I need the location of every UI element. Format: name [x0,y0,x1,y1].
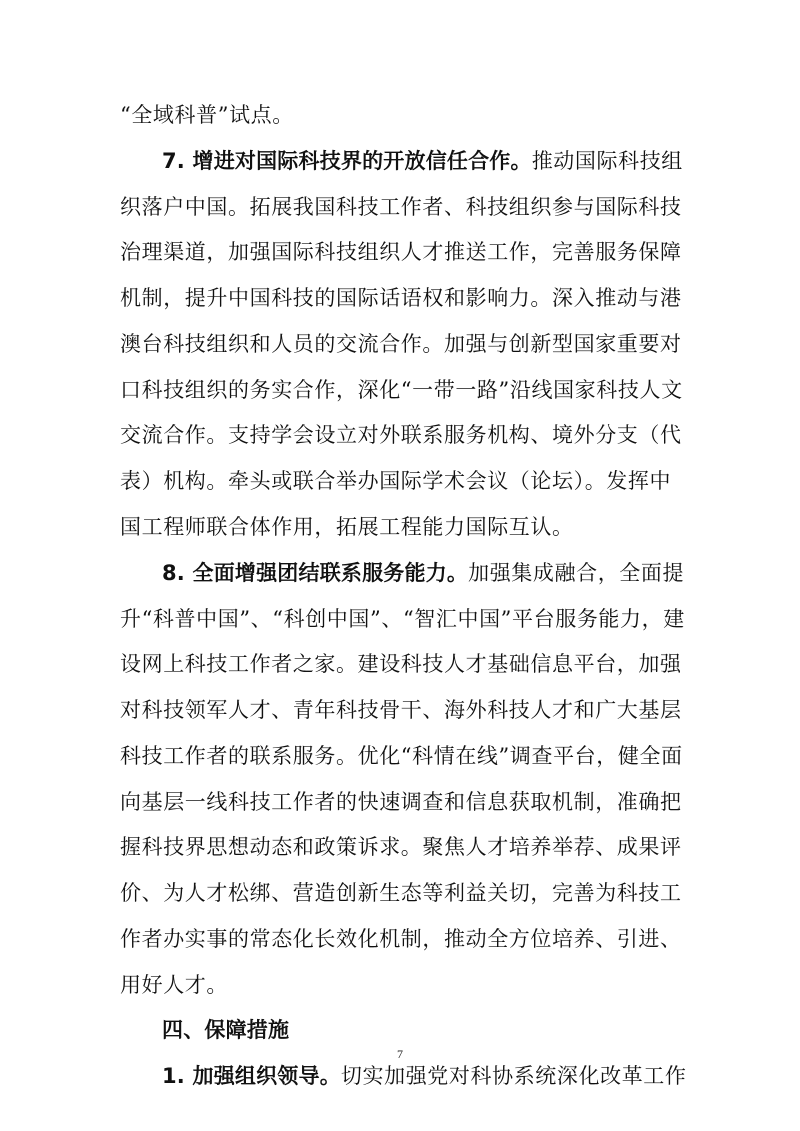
line-text: 切实加强党对科协系统深化改革工作 [340,1064,687,1088]
section-7-heading: 7. 增进对国际科技界的开放信任合作。 [162,149,532,173]
paragraph-line [120,95,685,135]
paragraph-line [120,873,685,913]
paragraph-line [120,965,685,1005]
page-number: 7 [397,1047,403,1061]
line-text: 作者办实事的常态化长效化机制，推动全方位培养、引进、 [120,927,682,951]
line-text: 对科技领军人才、青年科技骨干、海外科技人才和广大基层 [120,698,682,722]
line-text: 设网上科技工作者之家。建设科技人才基础信息平台，加强 [120,652,682,676]
paragraph-line [120,187,685,227]
paragraph-line [120,415,685,455]
paragraph-line [120,232,685,272]
section-8-heading: 8. 全面增强团结联系服务能力。 [162,561,469,585]
line-text: 国工程师联合体作用，拓展工程能力国际互认。 [120,515,574,539]
paragraph-line [120,736,685,776]
line-text: 升“科普中国”、“科创中国”、“智汇中国”平台服务能力，建 [120,607,685,631]
paragraph-line [120,919,685,959]
paragraph-line [120,324,685,364]
line-text: 价、为人才松绑、营造创新生态等利益关切，完善为科技工 [120,881,682,905]
line-text: 交流合作。支持学会设立对外联系服务机构、境外分支（代 [120,423,682,447]
line-text: 表）机构。牵头或联合举办国际学术会议（论坛）。发挥中 [120,469,672,493]
line-text: 向基层一线科技工作者的快速调查和信息获取机制，准确把 [120,790,682,814]
paragraph-line [120,690,685,730]
section-4-heading: 四、保障措施 [162,1018,290,1042]
section-7-heading-line [162,141,685,181]
line-text: 握科技界思想动态和政策诉求。聚焦人才培养举荐、成果评 [120,835,682,859]
line-text: 织落户中国。拓展我国科技工作者、科技组织参与国际科技 [120,195,682,219]
subsection-1-heading: 1. 加强组织领导。 [162,1064,341,1088]
section-8-heading-line [162,553,685,593]
paragraph-line [120,644,685,684]
paragraph-line [120,370,685,410]
line-text: 用好人才。 [120,973,228,997]
line-text: 科技工作者的联系服务。优化“科情在线”调查平台，健全面 [120,744,683,768]
paragraph-line [120,599,685,639]
line-text: 治理渠道，加强国际科技组织人才推送工作，完善服务保障 [120,240,682,264]
line-text: 加强集成融合，全面提 [468,561,685,585]
section-4-heading-line [162,1010,685,1050]
paragraph-line [120,827,685,867]
paragraph-line [120,782,685,822]
line-text: “全域科普”试点。 [120,103,294,127]
paragraph-line [120,278,685,318]
line-text: 澳台科技组织和人员的交流合作。加强与创新型国家重要对 [120,332,682,356]
line-text: 机制，提升中国科技的国际话语权和影响力。深入推动与港 [120,286,682,310]
line-text: 口科技组织的务实合作，深化“一带一路”沿线国家科技人文 [120,378,683,402]
paragraph-line [120,461,685,501]
line-text: 推动国际科技组 [531,149,683,173]
paragraph-line [120,507,685,547]
subsection-1-heading-line [162,1056,685,1096]
